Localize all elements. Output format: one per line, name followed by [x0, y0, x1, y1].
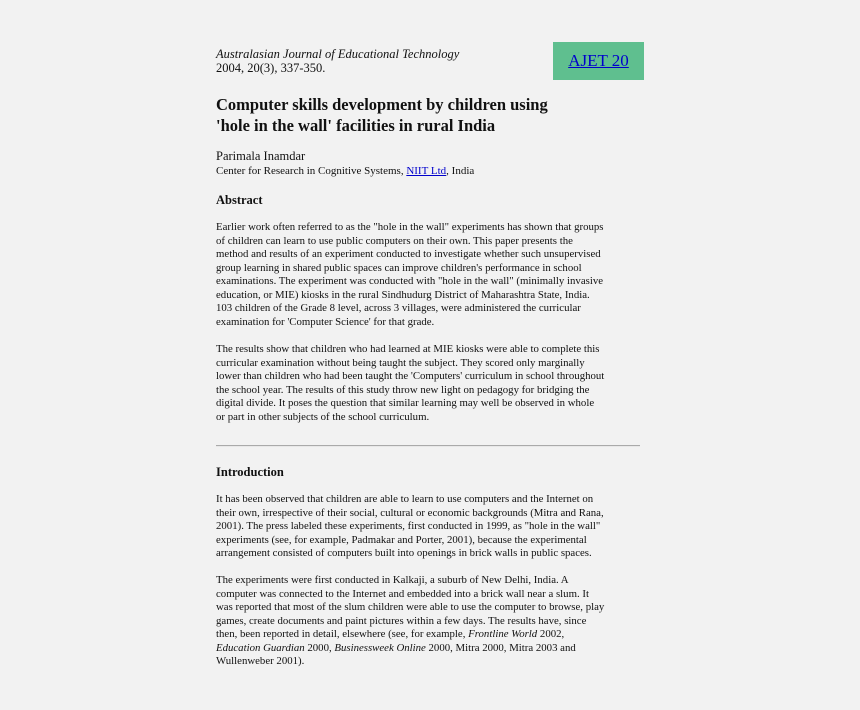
author-affiliation [216, 164, 474, 179]
author-block [216, 149, 474, 179]
text-line: of children can learn to use public computers on their own. This paper presents the [216, 234, 573, 247]
title-line: Computer skills development by children using [216, 95, 548, 114]
journal-header [216, 47, 459, 75]
text-span: 2000, [304, 641, 335, 654]
italic-citation: Education Guardian [216, 641, 305, 654]
abstract-paragraph-1 [216, 221, 642, 329]
italic-citation: Frontline World [468, 628, 538, 640]
title-line: 'hole in the wall' facilities in rural India [216, 116, 496, 135]
niit-ltd-link[interactable]: NIIT Ltd [406, 165, 447, 177]
text-line: examinations. The experiment was conducted with "hole in the wall" (minimally invasive [216, 275, 604, 287]
horizontal-divider [216, 445, 640, 447]
text-span: 2002, [537, 628, 565, 640]
text-line: method and results of an experiment conducted to investigate whether such unsupervised [216, 248, 601, 260]
affiliation-country: , India [446, 165, 475, 177]
introduction-paragraph-1 [216, 493, 642, 561]
text-line: or part in other subjects of the school curriculum. [216, 410, 430, 423]
text-line: digital divide. It poses the question that similar learning may well be observed in whole [216, 397, 595, 409]
text-line: arrangement consisted of computers built into openings in brick walls in public spaces. [216, 547, 592, 559]
text-line: The experiments were first conducted in Kalkaji, a suburb of New Delhi, India. A [216, 574, 569, 586]
text-span: then, been reported in detail, elsewhere (see, for example, [216, 628, 469, 640]
italic-citation: Businessweek Online [334, 641, 426, 654]
text-line: curricular examination without being taught the subject. They scored only marginally [216, 356, 585, 369]
introduction-heading: Introduction [216, 465, 284, 479]
text-line: Wullenweber 2001). [216, 655, 305, 667]
text-line: games, create documents and paint pictures within a few days. The results have, since [216, 614, 587, 627]
abstract-paragraph-2 [216, 343, 642, 424]
text-line: Earlier work often referred to as the "hole in the wall" experiments has shown that groups [216, 221, 604, 233]
text-line: 103 children of the Grade 8 level, across 3 villages, were administered the curricular [216, 302, 581, 314]
introduction-paragraph-2 [216, 574, 642, 669]
abstract-heading: Abstract [216, 193, 263, 207]
text-line: education, or MIE) kiosks in the rural Sindhudurg District of Maharashtra State, India. [216, 288, 590, 301]
text-line: It has been observed that children are able to learn to use computers and the Internet on [216, 493, 594, 505]
text-line: was reported that most of the slum children were able to use the computer to browse, play [216, 601, 605, 613]
text-span: 2000, Mitra 2000, Mitra 2003 and [425, 641, 576, 654]
text-line: their own, irrespective of their social, cultural or economic backgrounds (Mitra and Rana, [216, 506, 604, 519]
text-line: The results show that children who had learned at MIE kiosks were able to complete this [216, 343, 600, 355]
text-line: computer was connected to the Internet and embedded into a brick wall near a slum. It [216, 587, 589, 600]
text-line: the school year. The results of this study throw new light on pedagogy for bridging the [216, 383, 590, 396]
affiliation-text: Center for Research in Cognitive Systems, [216, 165, 407, 177]
article-title [216, 94, 636, 136]
text-line: group learning in shared public spaces can improve children's performance in school [216, 261, 582, 274]
text-line [216, 642, 642, 656]
text-line [216, 628, 642, 642]
author-name: Parimala Inamdar [216, 149, 306, 163]
text-line: experiments (see, for example, Padmakar and Porter, 2001), because the experimental [216, 533, 587, 546]
ajet-20-link-button[interactable]: AJET 20 [553, 42, 644, 80]
text-line: examination for 'Computer Science' for that grade. [216, 315, 435, 328]
journal-name: Australasian Journal of Educational Technology [216, 47, 460, 61]
journal-citation: 2004, 20(3), 337-350. [216, 61, 326, 75]
text-line: 2001). The press labeled these experiments, first conducted in 1999, as "hole in the wall" [216, 520, 601, 532]
text-line: lower than children who had been taught the 'Computers' curriculum in school throughout [216, 370, 605, 382]
